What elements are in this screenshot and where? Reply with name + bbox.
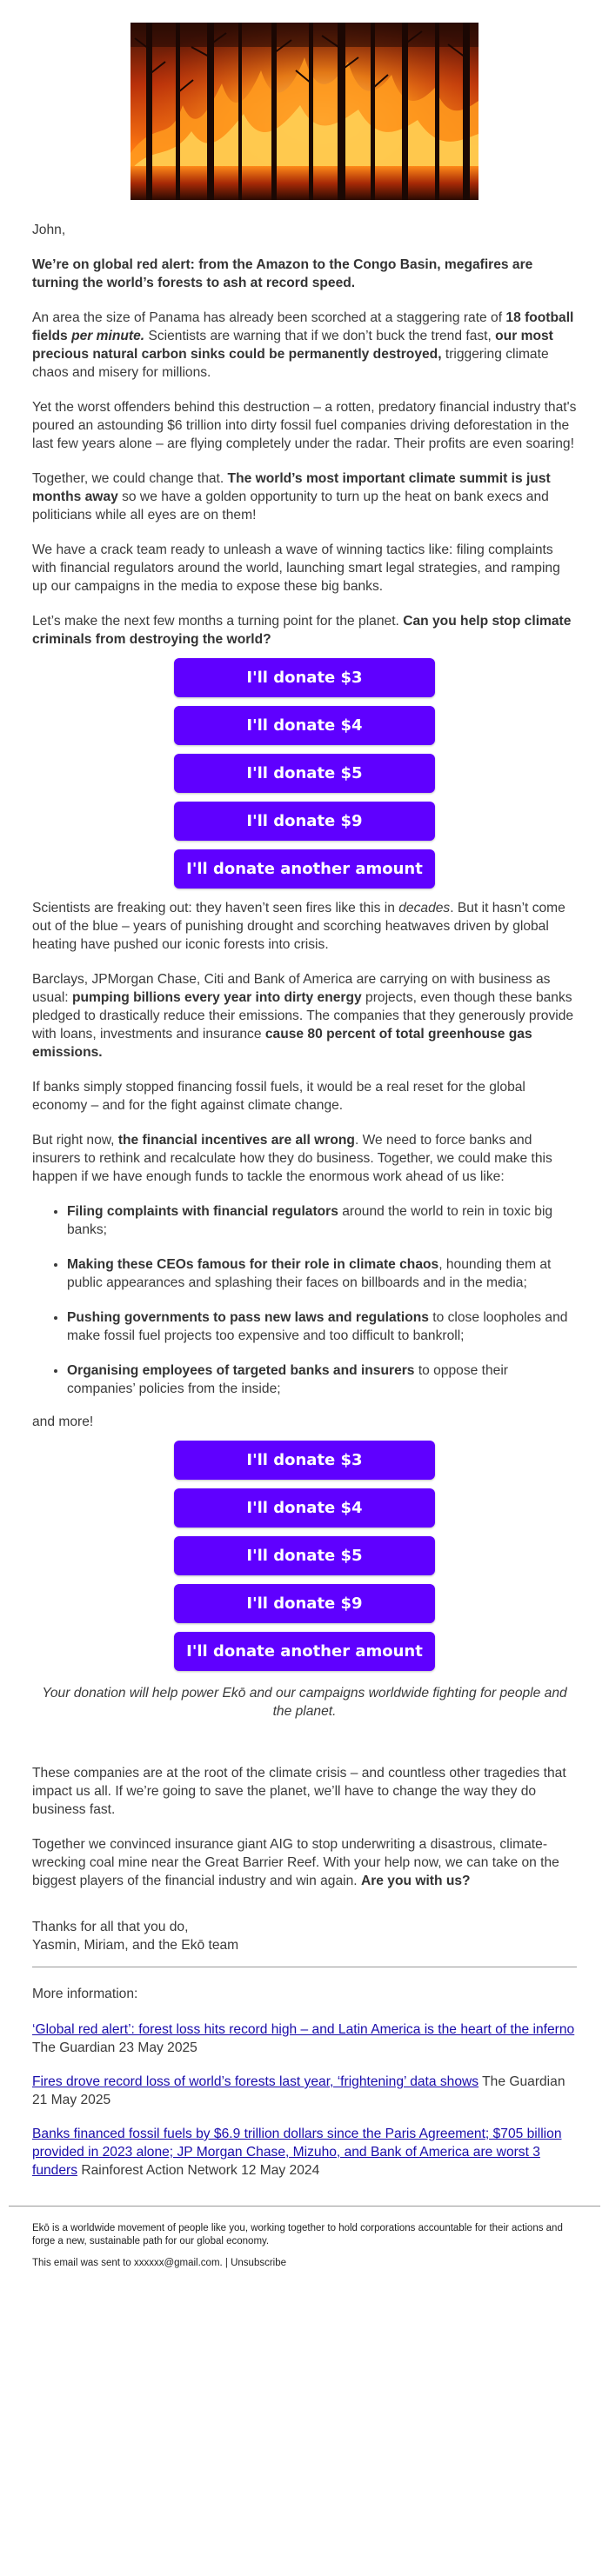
greeting: John,: [32, 223, 66, 237]
donate-buttons-top: [32, 658, 577, 889]
source-link-item: Banks financed fossil fuels by $6.9 trillion dollars since the Paris Agreement; $705 billion provided in 2023 alone; JP Morgan Chase, Mizuho, and Bank of America are worst 3 funders Rainforest Action Network 12 May 2024: [32, 2127, 562, 2178]
donate-9-button[interactable]: I'll donate $9: [174, 802, 435, 841]
source-link-item: Fires drove record loss of world’s forests last year, ‘frightening’ data shows The Guardian 21 May 2025: [32, 2074, 566, 2107]
source-link-guardian-1[interactable]: ‘Global red alert’: forest loss hits record high – and Latin America is the heart of the inferno: [32, 2022, 575, 2037]
footer-about: Ekō is a worldwide movement of people like you, working together to hold corporations accountable for their actions and forge a new, sustainable path for our global economy.: [32, 2223, 563, 2247]
source-link-item: ‘Global red alert’: forest loss hits record high – and Latin America is the heart of the inferno The Guardian 23 May 2025: [32, 2022, 575, 2055]
paragraph-summit: Together, we could change that. The world’s most important climate summit is just months away so we have a golden opportunity to turn up the heat on bank execs and politicians while all eyes are on them!: [32, 471, 551, 523]
paragraph-area-scorched: An area the size of Panama has already been scorched at a staggering rate of 18 football fields per minute. Scientists are warning that if we don’t buck the trend fast, our most precious natural carbon sinks could be permanently destroyed, triggering climate chaos and misery for millions.: [32, 310, 574, 380]
donate-5-button[interactable]: I'll donate $5: [174, 754, 435, 793]
headline: We’re on global red alert: from the Amazon to the Congo Basin, megafires are turning the world’s forests to ash at record speed.: [32, 257, 533, 290]
paragraph-root-of-crisis: These companies are at the root of the climate crisis – and countless other tragedies that impact us all. If we’re going to save the planet, we’ll have to change the way they do business fast.: [32, 1766, 566, 1817]
forest-fire-image: [130, 23, 478, 200]
paragraph-turning-point: Let’s make the next few months a turning point for the planet. Can you help stop climate criminals from destroying the world?: [32, 614, 572, 647]
donate-9-button[interactable]: I'll donate $9: [174, 1584, 435, 1623]
list-item: • Organising employees of targeted banks and insurers to oppose their companies’ policies from the inside;: [67, 1361, 577, 1398]
signoff-thanks: Thanks for all that you do,: [32, 1920, 189, 1934]
paragraph-incentives: But right now, the financial incentives are all wrong. We need to force banks and insurers to rethink and recalculate how they do business. Together, we could make this happen if we have enough funds to tackle the enormous work ahead of us like:: [32, 1133, 552, 1184]
paragraph-crack-team: We have a crack team ready to unleash a wave of winning tactics like: filing complaints with financial regulators around the world, launching smart legal strategies, and ramping up our campaigns in the media to expose these big banks.: [32, 542, 560, 594]
paragraph-aig: Together we convinced insurance giant AIG to stop underwriting a disastrous, climate-wrecking coal mine near the Great Barrier Reef. With your help now, we can take on the biggest players of the financial industry and win again. Are you with us?: [32, 1837, 559, 1888]
paragraph-reset: If banks simply stopped financing fossil fuels, it would be a real reset for the global economy – and for the fight against climate change.: [32, 1080, 525, 1113]
and-more: and more!: [32, 1414, 94, 1429]
source-link-ran[interactable]: Banks financed fossil fuels by $6.9 trillion dollars since the Paris Agreement; $705 billion provided in 2023 alone; JP Morgan Chase, Mizuho, and Bank of America are worst 3 funders: [32, 2127, 562, 2178]
tactics-list: [32, 1202, 577, 1398]
donate-3-button[interactable]: I'll donate $3: [174, 1441, 435, 1480]
donate-4-button[interactable]: I'll donate $4: [174, 1488, 435, 1528]
list-item: • Making these CEOs famous for their role in climate chaos, hounding them at public appearances and splashing their faces on billboards and in the media;: [67, 1255, 577, 1292]
more-info-heading: More information:: [32, 1987, 138, 2001]
footer-sent-to: This email was sent to xxxxxx@gmail.com. | Unsubscribe: [32, 2258, 287, 2268]
source-link-guardian-2[interactable]: Fires drove record loss of world’s forests last year, ‘frightening’ data shows: [32, 2074, 479, 2089]
list-item: • Filing complaints with financial regulators around the world to rein in toxic big banks;: [67, 1202, 577, 1239]
paragraph-banks: Barclays, JPMorgan Chase, Citi and Bank of America are carrying on with business as usual: pumping billions every year into dirty energy projects, even though these banks pledged to drastically reduce their emissions. The companies that they generously provide with loans, investments and insurance cause 80 percent of total greenhouse gas emissions.: [32, 972, 574, 1060]
footer: [0, 2222, 609, 2270]
donate-buttons-bottom: [32, 1441, 577, 1671]
paragraph-worst-offenders: Yet the worst offenders behind this destruction – a rotten, predatory financial industry that's poured an astounding $6 trillion into dirty fossil fuel companies driving deforestation in the last few years alone – are flying completely under the radar. Their profits are even soaring!: [32, 400, 577, 451]
donate-4-button[interactable]: I'll donate $4: [174, 706, 435, 745]
footer-divider: [9, 2206, 600, 2207]
paragraph-scientists: Scientists are freaking out: they haven’t seen fires like this in decades. But it hasn’t come out of the blue – years of punishing drought and scorching heatwaves driven by global heating have pushed our iconic forests into crisis.: [32, 901, 566, 952]
signoff-names: Yasmin, Miriam, and the Ekō team: [32, 1938, 239, 1953]
list-item: • Pushing governments to pass new laws and regulations to close loopholes and make fossil fuel projects too expensive and too difficult to bankroll;: [67, 1308, 577, 1345]
donate-other-amount-button[interactable]: I'll donate another amount: [174, 1632, 435, 1671]
donate-3-button[interactable]: I'll donate $3: [174, 658, 435, 697]
donate-other-amount-button[interactable]: I'll donate another amount: [174, 849, 435, 889]
donation-note: Your donation will help power Ekō and our campaigns worldwide fighting for people and the planet.: [42, 1686, 567, 1719]
email-body: [0, 23, 609, 2270]
donate-5-button[interactable]: I'll donate $5: [174, 1536, 435, 1575]
